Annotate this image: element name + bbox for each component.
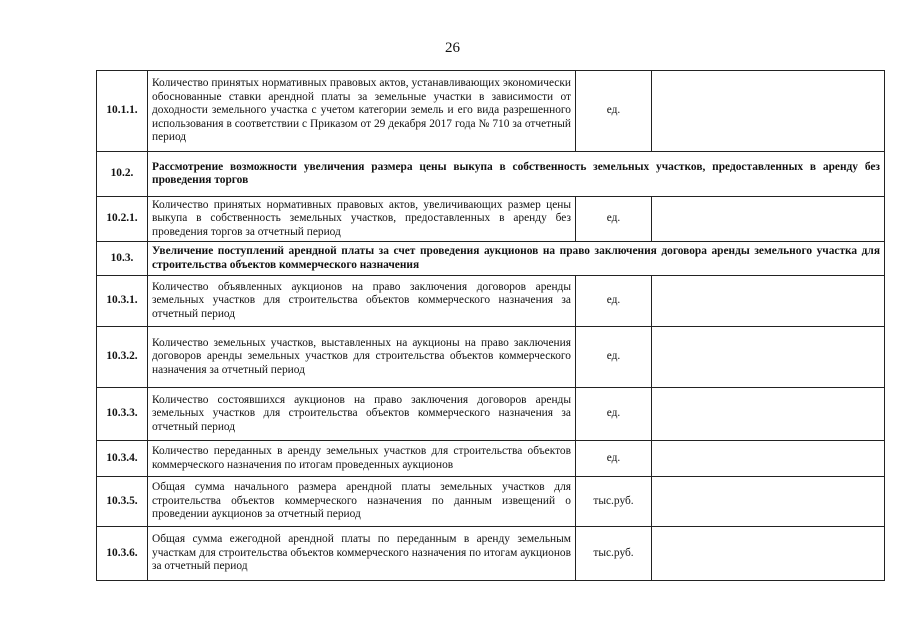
row-unit: ед. (576, 71, 652, 152)
section-heading-row (97, 242, 885, 276)
row-description: Количество состоявшихся аукционов на право заключения договоров аренды земельных участков для строительства объектов коммерческого назначения за отчетный период (148, 388, 576, 441)
row-description: Количество переданных в аренду земельных участков для строительства объектов коммерческого назначения по итогам проведенных аукционов (148, 441, 576, 477)
row-description: Количество земельных участков, выставленных на аукционы на право заключения договоров аренды земельных участков для строительства объектов коммерческого назначения за отчетный период (148, 327, 576, 388)
row-value-cell (652, 477, 885, 527)
row-unit: ед. (576, 388, 652, 441)
row-description: Общая сумма начального размера арендной платы земельных участков для строительства объектов коммерческого назначения по данным извещений о проведении аукционов за отчетный период (148, 477, 576, 527)
section-heading-row (97, 152, 885, 197)
row-code: 10.3.2. (97, 327, 148, 388)
table-row (97, 71, 885, 152)
row-value-cell (652, 527, 885, 581)
row-description: Количество объявленных аукционов на право заключения договоров аренды земельных участков для строительства объектов коммерческого назначения за отчетный период (148, 276, 576, 327)
page-number: 26 (445, 40, 460, 56)
row-value-cell (652, 197, 885, 242)
table-row (97, 477, 885, 527)
indicators-table (96, 70, 885, 581)
row-description: Количество принятых нормативных правовых актов, устанавливающих экономически обоснованные ставки арендной платы за земельные участки в зависимости от доходности земельного участка с учетом категории земель и его вида разрешенного использования в соответствии с Приказом от 29 декабря 2017 года № 710 за отчетный период (148, 71, 576, 152)
row-code: 10.2.1. (97, 197, 148, 242)
row-value-cell (652, 71, 885, 152)
row-code: 10.3.3. (97, 388, 148, 441)
table-row (97, 388, 885, 441)
row-unit: ед. (576, 276, 652, 327)
row-value-cell (652, 388, 885, 441)
row-value-cell (652, 276, 885, 327)
row-description: Количество принятых нормативных правовых актов, увеличивающих размер цены выкупа в собственность земельных участков, предоставленных в аренду без проведения торгов за отчетный период (148, 197, 576, 242)
table-row (97, 276, 885, 327)
row-code: 10.3.6. (97, 527, 148, 581)
row-unit: тыс.руб. (576, 477, 652, 527)
row-code: 10.3.5. (97, 477, 148, 527)
section-heading: Увеличение поступлений арендной платы за счет проведения аукционов на право заключения договора аренды земельного участка для строительства объектов коммерческого назначения (148, 242, 885, 276)
row-unit: ед. (576, 327, 652, 388)
row-code: 10.1.1. (97, 71, 148, 152)
row-unit: тыс.руб. (576, 527, 652, 581)
section-heading: Рассмотрение возможности увеличения размера цены выкупа в собственность земельных участков, предоставленных в аренду без проведения торгов (148, 152, 885, 197)
row-code: 10.3.1. (97, 276, 148, 327)
row-unit: ед. (576, 197, 652, 242)
section-code: 10.3. (97, 242, 148, 276)
table-row (97, 327, 885, 388)
row-value-cell (652, 327, 885, 388)
row-unit: ед. (576, 441, 652, 477)
row-value-cell (652, 441, 885, 477)
table-row (97, 197, 885, 242)
section-code: 10.2. (97, 152, 148, 197)
row-code: 10.3.4. (97, 441, 148, 477)
table-row (97, 441, 885, 477)
table-row (97, 527, 885, 581)
row-description: Общая сумма ежегодной арендной платы по переданным в аренду земельным участкам для строительства объектов коммерческого назначения по итогам аукционов за отчетный период (148, 527, 576, 581)
